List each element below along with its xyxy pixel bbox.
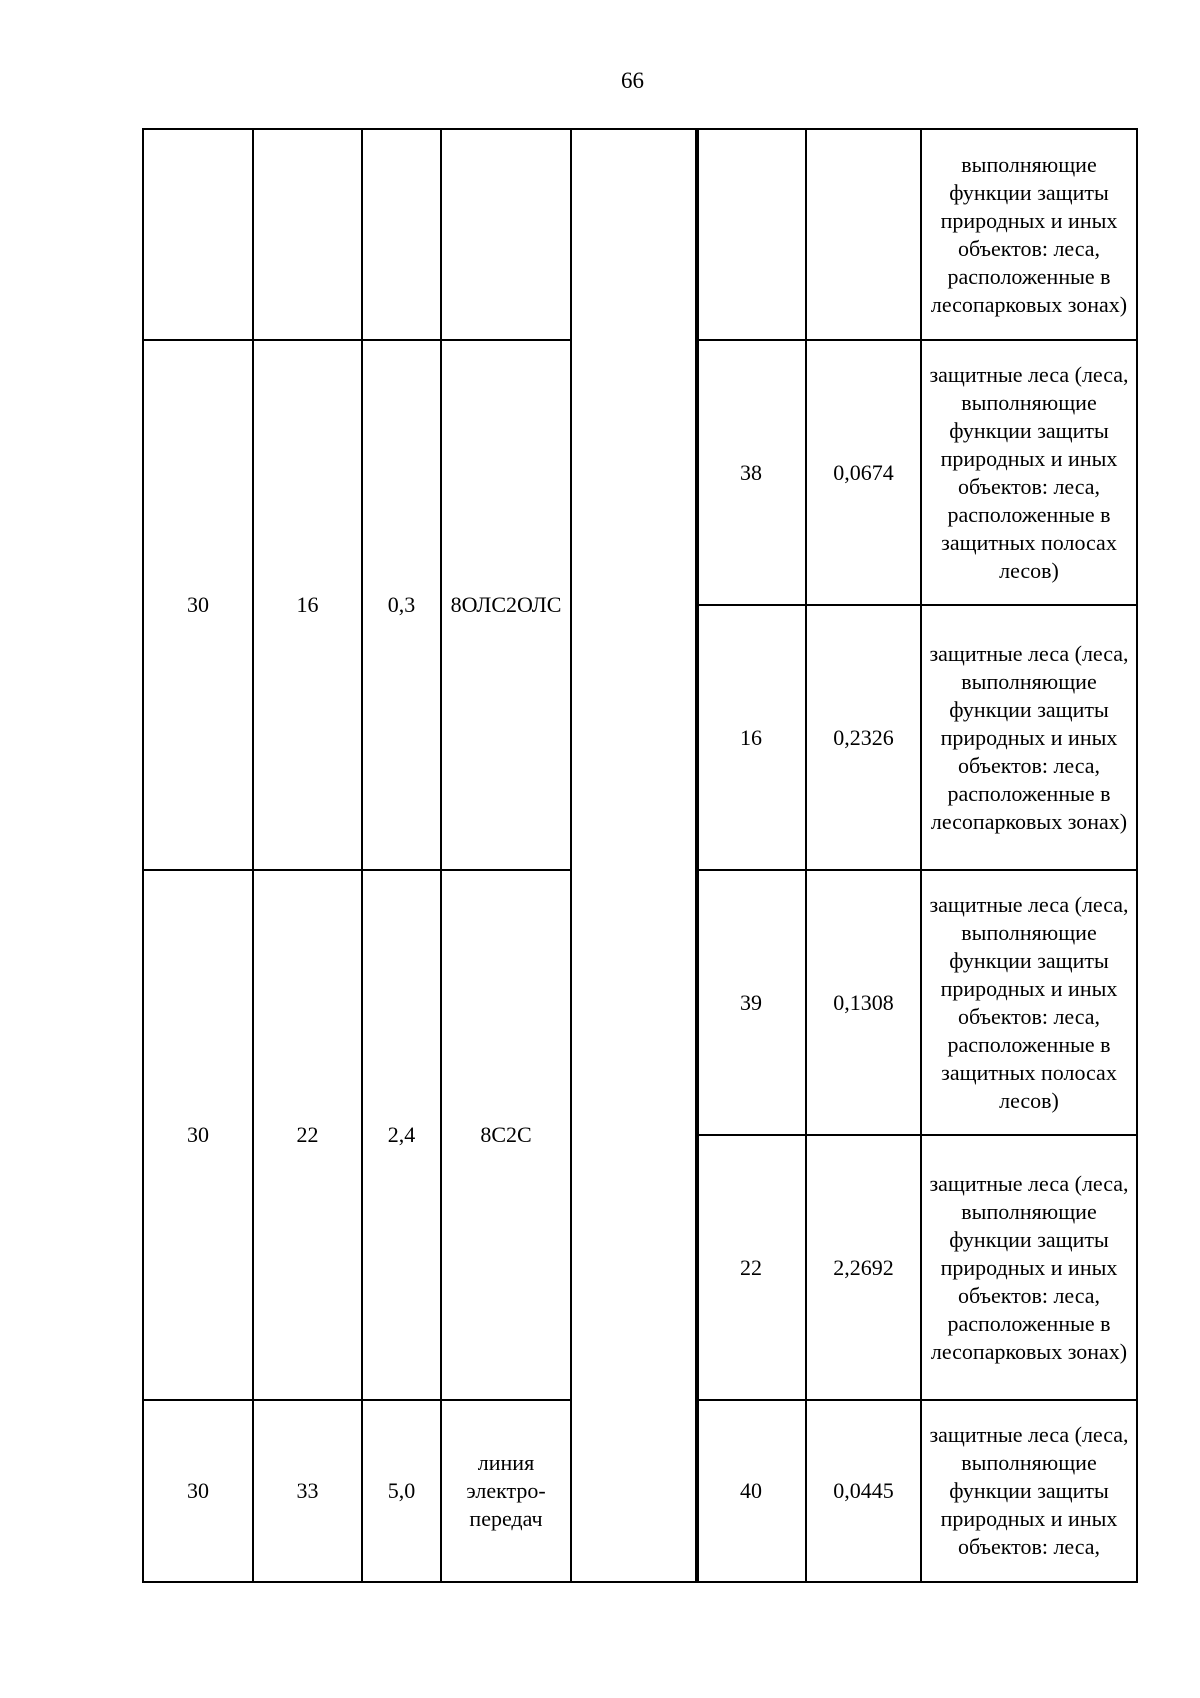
table-cell: 30 (143, 870, 253, 1400)
table-row (696, 870, 1137, 1135)
table-cell: 39 (696, 870, 806, 1135)
table-cell: 8ОЛС2ОЛС (441, 340, 571, 870)
table-cell: 40 (696, 1400, 806, 1582)
table-cell: защитные леса (леса, выполняющие функции защиты природных и иных объектов: леса, расположенные в защитных полосах лесов) (921, 340, 1137, 605)
table-cell: защитные леса (леса, выполняющие функции защиты природных и иных объектов: леса, расположенные в лесопарковых зонах) (921, 1135, 1137, 1400)
table-row (696, 1400, 1137, 1582)
right-table (695, 128, 1138, 1583)
table-cell: 0,0445 (806, 1400, 921, 1582)
table-cell: защитные леса (леса, выполняющие функции защиты природных и иных объектов: леса, расположенные в защитных полосах лесов) (921, 870, 1137, 1135)
page-number: 66 (621, 68, 644, 93)
table-row (143, 129, 698, 340)
table-cell (441, 129, 571, 340)
table-cell: защитные леса (леса, выполняющие функции защиты природных и иных объектов: леса, расположенные в лесопарковых зонах) (921, 605, 1137, 870)
table-cell: 8С2С (441, 870, 571, 1400)
table-cell: 33 (253, 1400, 362, 1582)
table-cell: выполняющие функции защиты природных и иных объектов: леса, расположенные в лесопарковых зонах) (921, 129, 1137, 340)
table-cell (696, 129, 806, 340)
table-cell: линия электро-передач (441, 1400, 571, 1582)
table-cell: 22 (253, 870, 362, 1400)
table-cell (253, 129, 362, 340)
table-row (696, 129, 1137, 340)
table-row (696, 1135, 1137, 1400)
table-cell: 38 (696, 340, 806, 605)
table-cell: 5,0 (362, 1400, 441, 1582)
table-cell: 0,0674 (806, 340, 921, 605)
table-cell: 16 (696, 605, 806, 870)
table-cell: 2,4 (362, 870, 441, 1400)
table-row (696, 340, 1137, 605)
table-cell: 0,3 (362, 340, 441, 870)
table-cell (143, 129, 253, 340)
table-cell: 16 (253, 340, 362, 870)
table-cell: 0,2326 (806, 605, 921, 870)
table-cell: 0,1308 (806, 870, 921, 1135)
table-cell (362, 129, 441, 340)
table-cell: защитные леса (леса, выполняющие функции защиты природных и иных объектов: леса, (921, 1400, 1137, 1582)
table-cell: 30 (143, 340, 253, 870)
table-cell: 22 (696, 1135, 806, 1400)
table-row (696, 605, 1137, 870)
left-table (142, 128, 699, 1583)
table-cell (806, 129, 921, 340)
table-cell: 30 (143, 1400, 253, 1582)
empty-merged-cell (571, 129, 698, 1582)
table-cell: 2,2692 (806, 1135, 921, 1400)
